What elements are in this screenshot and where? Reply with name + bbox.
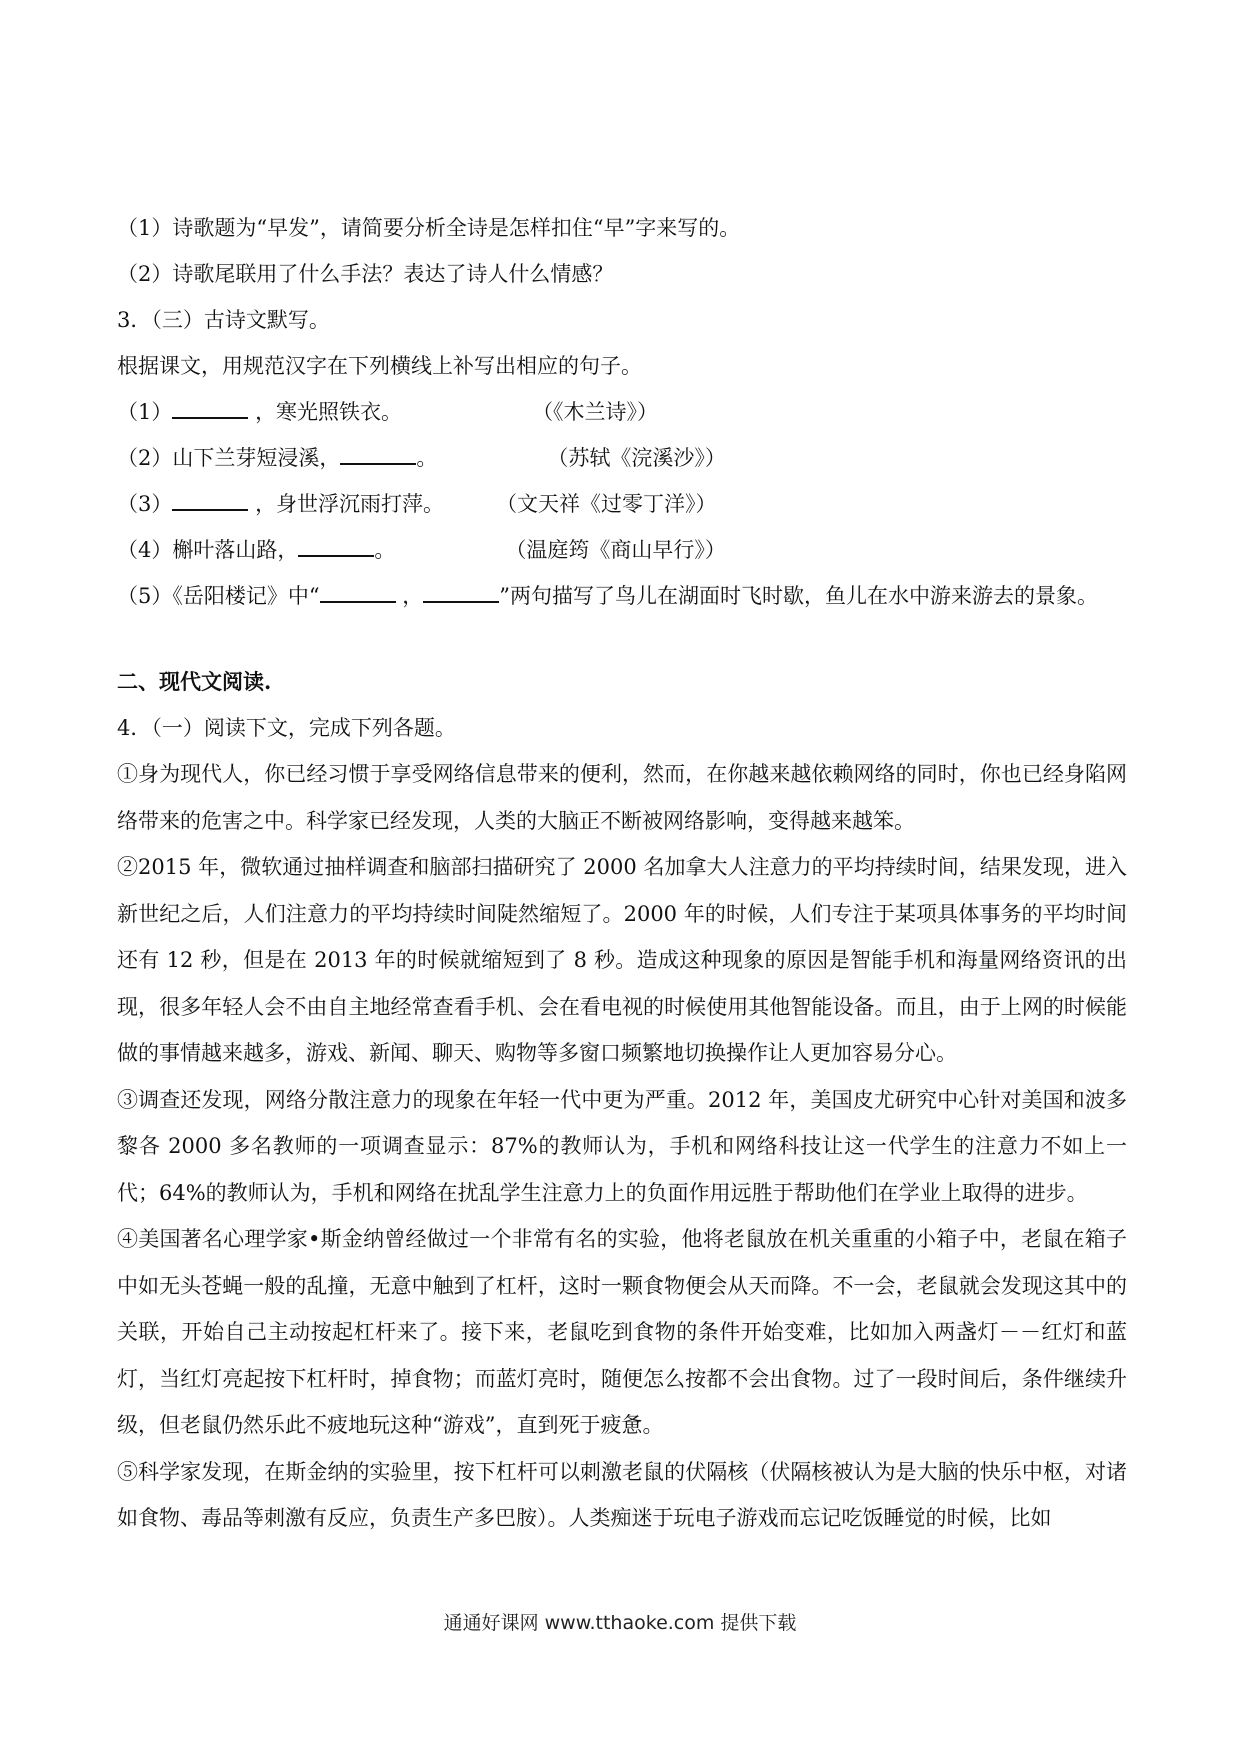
page-content xyxy=(117,205,1127,1542)
fill-item-2 xyxy=(117,435,1127,481)
fill-item-3 xyxy=(117,481,1127,527)
answer-blank xyxy=(298,531,374,557)
section-spacer xyxy=(117,619,1127,659)
answer-blank xyxy=(172,393,248,419)
reading-paragraph-4: ④美国著名心理学家•斯金纳曾经做过一个非常有名的实验，他将老鼠放在机关重重的小箱子中，老鼠在箱子中如无头苍蝇一般的乱撞，无意中触到了杠杆，这时一颗食物便会从天而降。不一会，老鼠就会发现这其中的关联，开始自己主动按起杠杆来了。接下来，老鼠吃到食物的条件开始变难，比如加入两盏灯－－红灯和蓝灯，当红灯亮起按下杠杆时，掉食物；而蓝灯亮时，随便怎么按都不会出食物。过了一段时间后，条件继续升级，但老鼠仍然乐此不疲地玩这种“游戏”，直到死于疲惫。 xyxy=(117,1227,1127,1437)
reading-paragraph-5: ⑤科学家发现，在斯金纳的实验里，按下杠杆可以刺激老鼠的伏隔核（伏隔核被认为是大脑的快乐中枢，对诸如食物、毒品等刺激有反应，负责生产多巴胺）。人类痴迷于玩电子游戏而忘记吃饭睡觉的时候，比如 xyxy=(117,1459,1127,1530)
reading-paragraph-2: ②2015 年，微软通过抽样调查和脑部扫描研究了 2000 名加拿大人注意力的平均持续时间，结果发现，进入新世纪之后，人们注意力的平均持续时间陡然缩短了。2000 年的时候，人们专注于某项具体事务的平均时间还有 12 秒，但是在 2013 年的时候就缩短到了 8 秒。造成这种现象的原因是智能手机和海量网络资讯的出现，很多年轻人会不由自主地经常查看手机、会在看电视的时候使用其他智能设备。而且，由于上网的时候能做的事情越来越多，游戏、新闻、聊天、购物等多窗口频繁地切换操作让人更加容易分心。 xyxy=(117,855,1127,1065)
fill-item-text: 。 xyxy=(416,446,438,470)
fill-item-text: ，寒光照铁衣。 xyxy=(255,400,403,424)
fill-item-prefix: （5）《岳阳楼记》中“ xyxy=(117,584,320,608)
fill-item-prefix: （2）山下兰芽短浸溪， xyxy=(117,446,341,470)
fill-item-4 xyxy=(117,527,1127,573)
answer-blank xyxy=(320,577,396,603)
fill-item-prefix: （4）槲叶落山路， xyxy=(117,538,299,562)
fill-item-text: 。 xyxy=(374,538,396,562)
fill-item-text: ，身世浮沉雨打萍。 xyxy=(255,492,445,516)
reading-paragraph-1: ①身为现代人，你已经习惯于享受网络信息带来的便利，然而，在你越来越依赖网络的同时，你也已经身陷网络带来的危害之中。科学家已经发现，人类的大脑正不断被网络影响，变得越来越笨。 xyxy=(117,762,1127,833)
fill-item-comma: ， xyxy=(402,584,424,608)
fill-item-source: （温庭筠《商山早行》） xyxy=(505,538,726,562)
fill-item-5 xyxy=(117,573,1127,619)
fill-item-source: （《木兰诗》） xyxy=(532,400,659,424)
question-3-title: 3．（三）古诗文默写。 xyxy=(117,308,330,332)
section-heading: 二、现代文阅读. xyxy=(117,669,272,694)
reading-paragraph-3: ③调查还发现，网络分散注意力的现象在年轻一代中更为严重。2012 年，美国皮尤研究中心针对美国和波多黎各 2000 多名教师的一项调查显示：87%的教师认为，手机和网络科技让这一代学生的注意力不如上一代；64%的教师认为，手机和网络在扰乱学生注意力上的负面作用远胜于帮助他们在学业上取得的进步。 xyxy=(117,1087,1127,1205)
page-footer: 通通好课网 www.tthaoke.com 提供下载 xyxy=(443,1612,797,1634)
fill-item-source: （苏轼《浣溪沙》） xyxy=(547,446,726,470)
question-2-1: （1）诗歌题为“早发”，请简要分析全诗是怎样扣住“早”字来写的。 xyxy=(117,216,741,240)
fill-item-text: ”两句描写了鸟儿在湖面时飞时歇，鱼儿在水中游来游去的景象。 xyxy=(499,584,1099,608)
answer-blank xyxy=(172,485,248,511)
question-3-instruction: 根据课文，用规范汉字在下列横线上补写出相应的句子。 xyxy=(117,354,642,378)
answer-blank xyxy=(423,577,499,603)
fill-item-prefix: （3） xyxy=(117,492,173,516)
question-4-title: 4．（一）阅读下文，完成下列各题。 xyxy=(117,716,456,740)
fill-item-1 xyxy=(117,389,1127,435)
question-2-2: （2）诗歌尾联用了什么手法？表达了诗人什么情感？ xyxy=(117,262,614,286)
answer-blank xyxy=(340,439,416,465)
fill-item-source: （文天祥《过零丁洋》） xyxy=(496,492,717,516)
fill-item-prefix: （1） xyxy=(117,400,173,424)
